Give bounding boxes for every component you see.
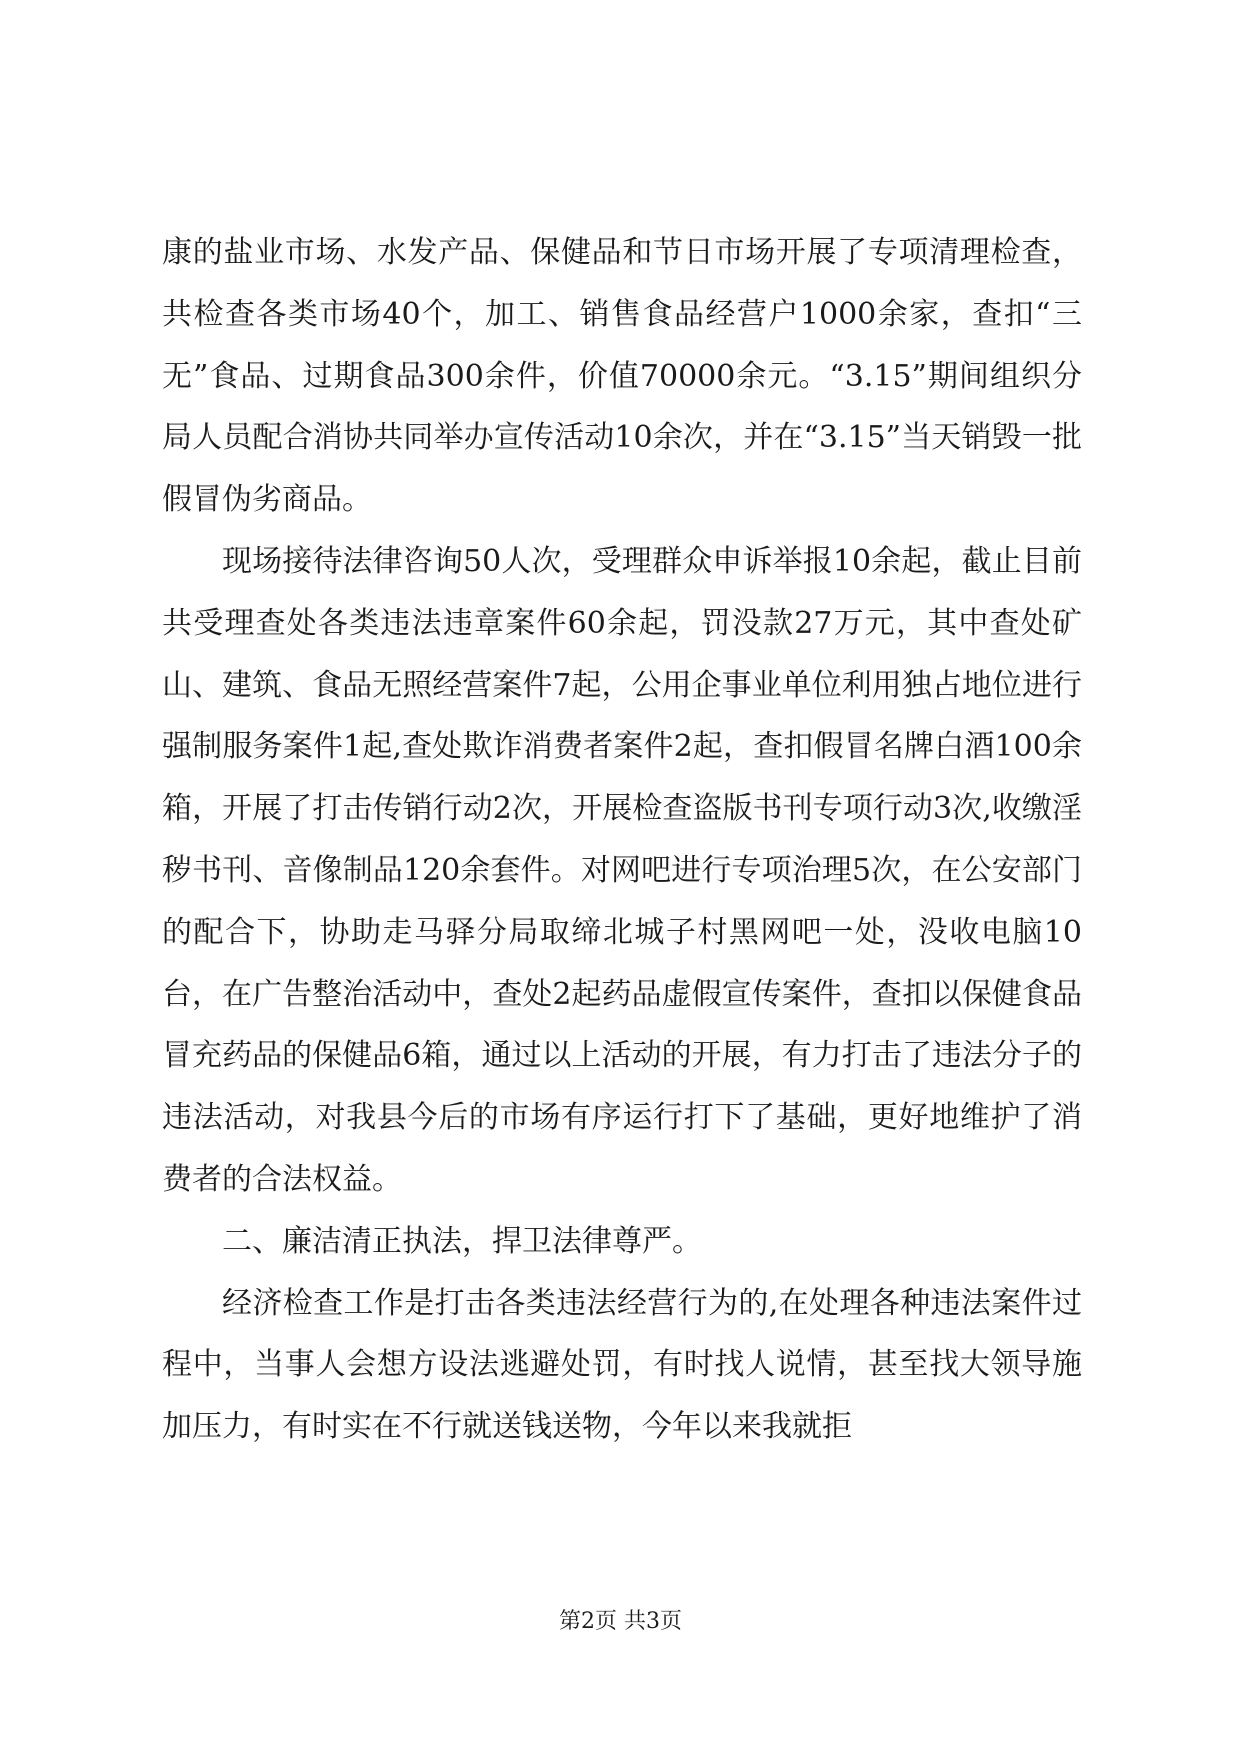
page-footer: 第2页 共3页 (559, 1609, 682, 1634)
document-body (162, 222, 1082, 1458)
section-heading: 二、廉洁清正执法，捍卫法律尊严。 (222, 1223, 702, 1259)
body-paragraph-integrity: 经济检查工作是打击各类违法经营行为的,在处理各种违法案件过程中，当事人会想方设法逃避处罚，有时找人说情，甚至找大领导施加压力，有时实在不行就送钱送物，今年以来我就拒 (162, 1285, 1082, 1445)
body-paragraph-cases: 现场接待法律咨询50人次，受理群众申诉举报10余起，截止目前共受理查处各类违法违章案件60余起，罚没款27万元，其中查处矿山、建筑、食品无照经营案件7起，公用企事业单位利用独占地位进行强制服务案件1起,查处欺诈消费者案件2起，查扣假冒名牌白酒100余箱，开展了打击传销行动2次，开展检查盗版书刊专项行动3次,收缴淫秽书刊、音像制品120余套件。对网吧进行专项治理5次，在公安部门的配合下，协助走马驿分局取缔北城子村黑网吧一处，没收电脑10台，在广告整治活动中，查处2起药品虚假宣传案件，查扣以保健食品冒充药品的保健品6箱，通过以上活动的开展，有力打击了违法分子的违法活动，对我县今后的市场有序运行打下了基础，更好地维护了消费者的合法权益。 (162, 543, 1082, 1197)
body-paragraph-continued: 康的盐业市场、水发产品、保健品和节日市场开展了专项清理检查，共检查各类市场40个，加工、销售食品经营户1000余家，查扣“三无”食品、过期食品300余件，价值70000余元。“3.15”期间组织分局人员配合消协共同举办宣传活动10余次，并在“3.15”当天销毁一批假冒伪劣商品。 (162, 235, 1082, 518)
